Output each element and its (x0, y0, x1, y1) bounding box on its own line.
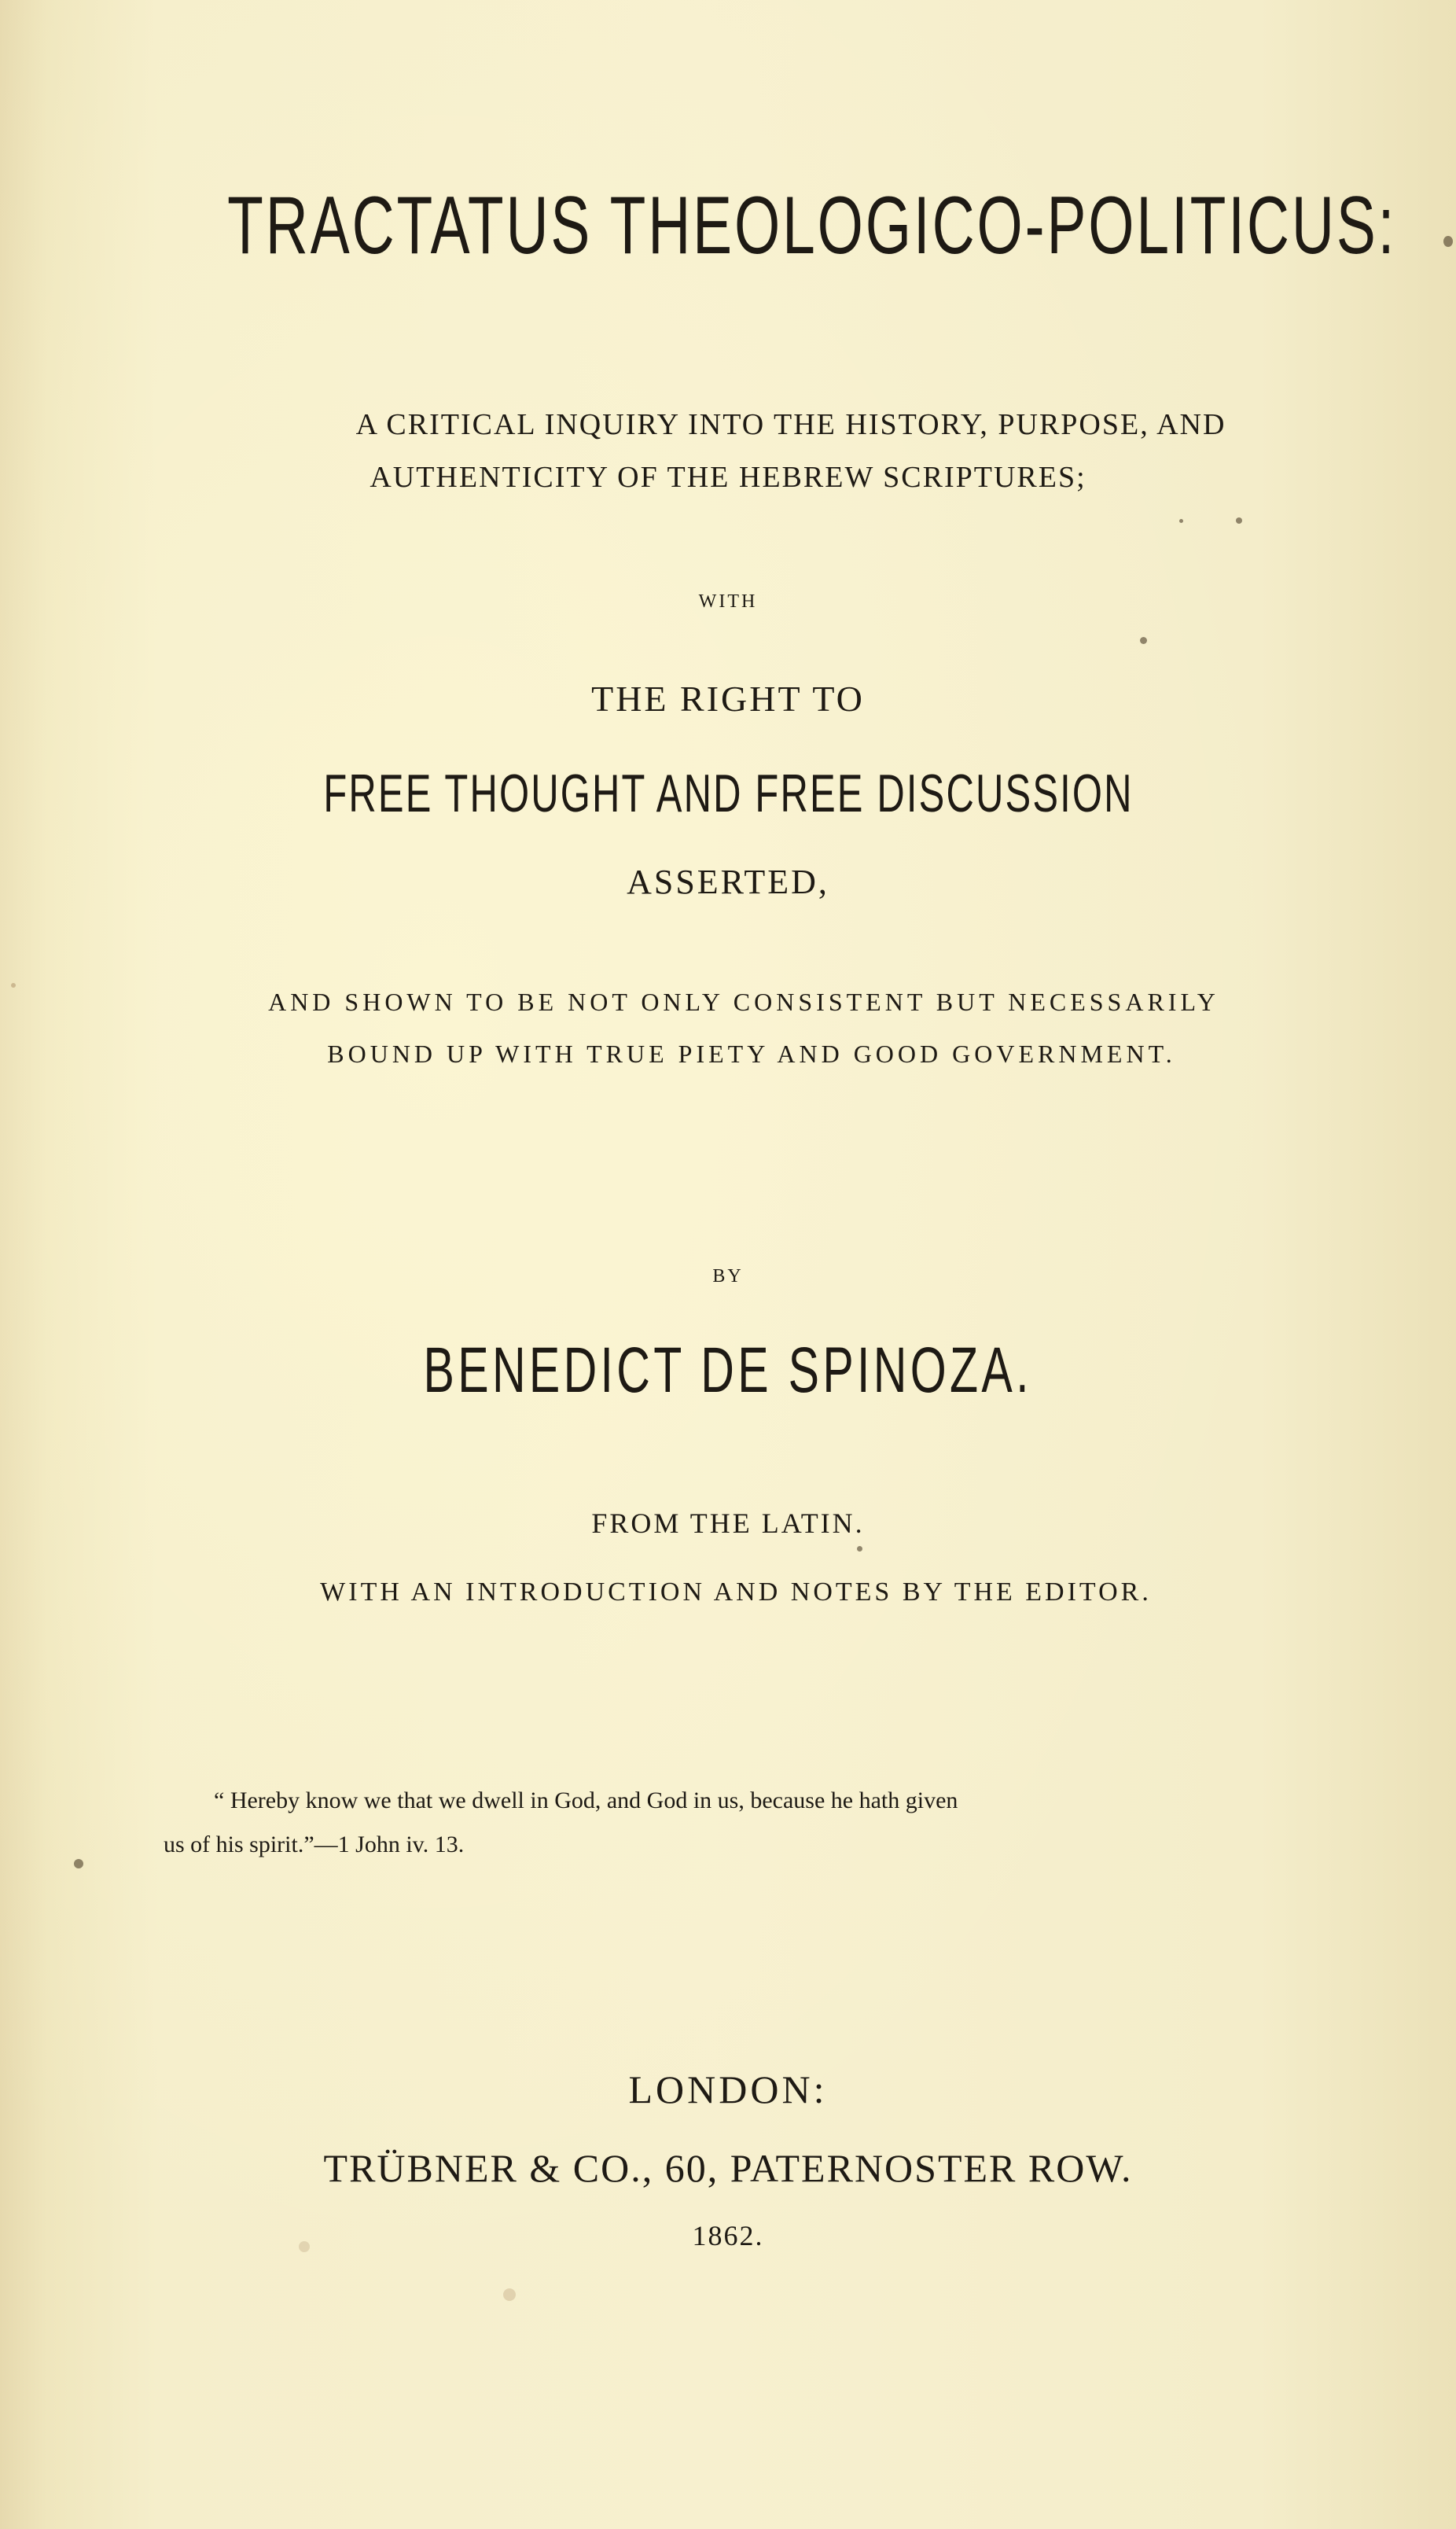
with-label: WITH (698, 591, 758, 612)
foxing-speck (1443, 236, 1453, 247)
right-to-heading: THE RIGHT TO (591, 679, 865, 719)
subtitle-line-1: A CRITICAL INQUIRY INTO THE HISTORY, PURPOSE, AND (355, 408, 1226, 441)
imprint-year: 1862. (692, 2220, 764, 2251)
foxing-speck (299, 2241, 310, 2252)
imprint-publisher: TRÜBNER & CO., 60, PATERNOSTER ROW. (323, 2146, 1133, 2190)
imprint-place: LONDON: (628, 2067, 828, 2111)
subtitle-line-2: AUTHENTICITY OF THE HEBREW SCRIPTURES; (370, 461, 1086, 494)
epigraph (164, 1779, 1264, 1867)
author-name: BENEDICT DE SPINOZA. (423, 1334, 1033, 1406)
asserted-heading: ASSERTED, (627, 863, 829, 901)
by-label: BY (712, 1266, 744, 1287)
foxing-speck (1179, 519, 1183, 523)
foxing-speck (74, 1859, 83, 1868)
shown-line-1: AND SHOWN TO BE NOT ONLY CONSISTENT BUT NECESSARILY (268, 988, 1219, 1016)
introduction-note: WITH AN INTRODUCTION AND NOTES BY THE EDITOR. (320, 1577, 1152, 1607)
foxing-speck (1236, 517, 1242, 524)
shown-line-2: BOUND UP WITH TRUE PIETY AND GOOD GOVERNMENT. (327, 1040, 1176, 1068)
book-title: TRACTATUS THEOLOGICO-POLITICUS: (227, 180, 1397, 271)
foxing-speck (503, 2288, 516, 2301)
from-latin-note: FROM THE LATIN. (591, 1507, 865, 1539)
epigraph-line-1: “ Hereby know we that we dwell in God, and God in us, because he hath given (214, 1787, 958, 1813)
foxing-speck (11, 983, 16, 988)
foxing-speck (1140, 637, 1147, 644)
free-thought-heading: FREE THOUGHT AND FREE DISCUSSION (322, 764, 1134, 823)
epigraph-line-2: us of his spirit.”—1 John iv. 13. (164, 1831, 465, 1857)
foxing-speck (857, 1546, 862, 1552)
